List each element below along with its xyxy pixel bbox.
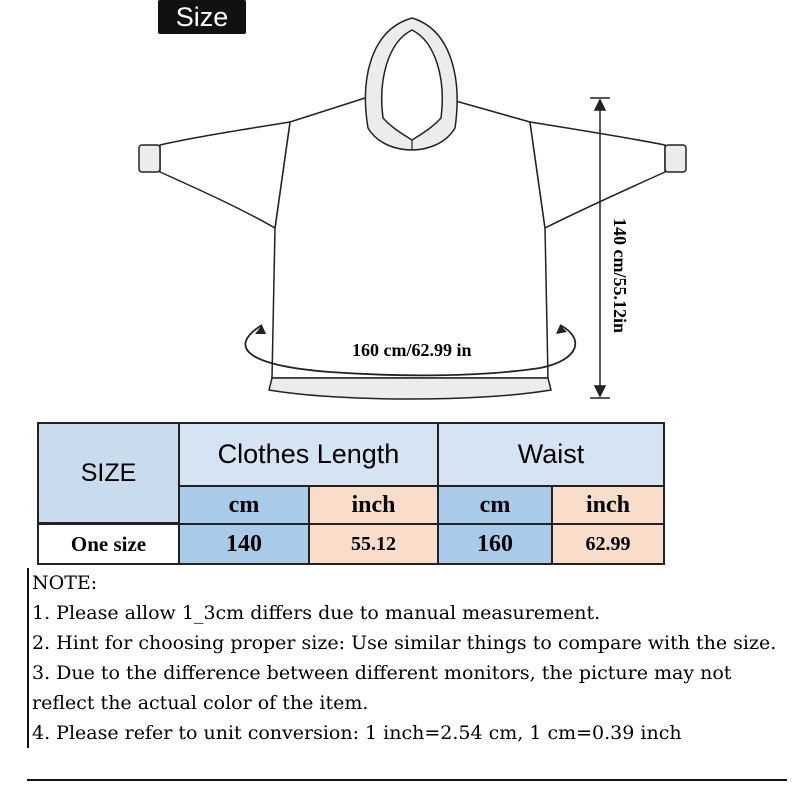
length-inch-header: inch [308, 485, 439, 525]
right-sleeve [530, 122, 665, 228]
notes-divider [27, 779, 787, 781]
waist-inch-header: inch [551, 485, 665, 525]
length-label: 140 cm/55.12in [610, 218, 630, 333]
size-badge: Size [158, 0, 246, 34]
hem-band [269, 378, 551, 399]
note-item: 1. Please allow 1_3cm differs due to manual measurement. [32, 602, 601, 624]
notes-section [27, 568, 787, 748]
width-label: 160 cm/62.99 in [352, 340, 472, 360]
size-table [37, 422, 665, 565]
note-item: 4. Please refer to unit conversion: 1 inch=2.54 cm, 1 cm=0.39 inch [32, 722, 682, 744]
waist-cm-header: cm [437, 485, 553, 525]
length-inch-value: 55.12 [308, 523, 439, 565]
clothes-length-header: Clothes Length [178, 422, 439, 487]
waist-cm-value: 160 [437, 523, 553, 565]
note-item: 2. Hint for choosing proper size: Use similar things to compare with the size. [32, 632, 777, 654]
waist-inch-value: 62.99 [551, 523, 665, 565]
length-cm-value: 140 [178, 523, 310, 565]
right-cuff [665, 145, 686, 172]
size-header: SIZE [37, 422, 180, 524]
note-item: 3. Due to the difference between different monitors, the picture may not reflect the actual color of the item. [32, 662, 732, 714]
left-sleeve [160, 122, 290, 228]
row-label-one-size: One size [37, 523, 180, 565]
length-cm-header: cm [178, 485, 310, 525]
notes-title: NOTE: [32, 572, 98, 594]
left-cuff [139, 145, 160, 172]
waist-header: Waist [437, 422, 665, 487]
